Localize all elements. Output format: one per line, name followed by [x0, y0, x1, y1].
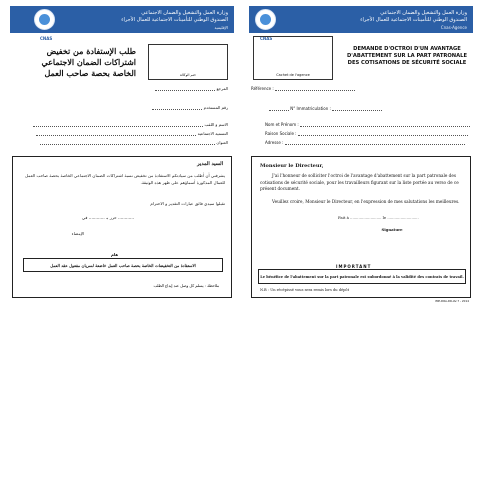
important-label: IMPORTANT: [336, 264, 372, 269]
letter-frame: [12, 156, 232, 298]
place-date-field[interactable]: حرر بـ ............ في ............: [81, 215, 135, 220]
header-banner: [10, 6, 234, 33]
agency-stamp-box: ختم الوكالة: [148, 44, 228, 80]
employer-number-field[interactable]: رقم المستخدم: [140, 105, 228, 110]
form-title: طلب الإستفادة من تخفيض اشتراكات الضمان الاجتماعي الخاصة بحصة صاحب العمل: [41, 46, 136, 78]
letter-salutation: Monsieur le Directeur,: [260, 163, 324, 169]
date-field[interactable]: المرجع: [140, 86, 228, 91]
name-field[interactable]: Nom et Prénom :: [265, 122, 471, 127]
header-text: وزارة العمل والتشغيل والضمان الاجتماعي الصندوق الوطني للتأمينات الاجتماعية للعمال الأجراء Cnas-Agence: [360, 10, 467, 30]
form-title: DEMANDE D'OCTROI D'UN AVANTAGE D'ABATTEMENT SUR LA PART PATRONALE DES COTISATIONS DE SÉCURITÉ SOCIALE: [346, 46, 467, 66]
company-name-field[interactable]: Raison Sociale :: [265, 131, 471, 136]
footnote: N.B : Un récépissé vous sera remis lors du dépôt: [260, 288, 350, 292]
letter-closing: تقبلوا سيدي فائق عبارات التقدير و الاحترام: [150, 201, 225, 206]
document-reference: IMP-DRA-DR-AV-7 - 2014: [435, 299, 469, 303]
company-name-field[interactable]: التسمية الاجتماعية: [18, 131, 228, 136]
letter-frame: [251, 156, 471, 298]
logo-caption: CNAS: [40, 36, 53, 41]
cnas-logo-icon: [255, 9, 276, 30]
address-field[interactable]: Adresse :: [265, 140, 471, 145]
french-form-page: [249, 6, 473, 306]
letter-closing: Veuillez croire, Monsieur le Directeur, en l'expression de mes salutations les meilleures.: [272, 199, 460, 204]
letter-salutation: السيد المدير: [197, 161, 223, 167]
header-banner: [249, 6, 473, 33]
signature-label: الإمضاء: [71, 231, 85, 236]
logo-caption: CNAS: [260, 36, 273, 41]
arabic-form-page: [10, 6, 234, 306]
important-label: هام: [111, 252, 119, 257]
reference-field[interactable]: Référence :: [251, 86, 371, 91]
footnote: ملاحظة : يسلم كل وصل عند إيداع الطلب: [153, 283, 219, 288]
letter-body: يشرفني أن أطلب من سيادتكم الاستفادة من تخفيض نسبة اشتراكات الضمان الاجتماعي الخاصة بحصة صاحب العمل للعمال المذكورة أسماؤهم على ظهر هذه الوثيقة.: [25, 173, 225, 185]
name-field[interactable]: الاسم و اللقب: [18, 122, 228, 127]
immatriculation-field[interactable]: N° Immatriculation :: [269, 106, 409, 111]
important-note: Le bénéfice de l'abattement sur la part patronale est subordonné à la validité des contrats de travail.: [258, 269, 466, 284]
cnas-logo-icon: [34, 9, 55, 30]
letter-body: J'ai l'honneur de solliciter l'octroi de l'avantage d'abattement sur la part patronale des cotisations de sécurité sociale, pour les travailleurs figurant sur la liste portée au verso de ce présent document.: [260, 173, 459, 191]
header-text: وزارة العمل والتشغيل والضمان الاجتماعي الصندوق الوطني للتأمينات الاجتماعية للعمال الأجراء الإقليمية: [121, 10, 228, 30]
place-date-field[interactable]: Fait à .......................... le ..........................: [338, 215, 419, 220]
signature-label: Signature: [381, 227, 403, 232]
agency-stamp-box: Cachet de l'agence: [253, 36, 333, 80]
important-note: الاستفادة من التخفيضات الخاصة بحصة صاحب العمل خاضعة لسريان مفعول عقد العمل: [23, 258, 223, 272]
address-field[interactable]: العنوان: [18, 140, 228, 145]
